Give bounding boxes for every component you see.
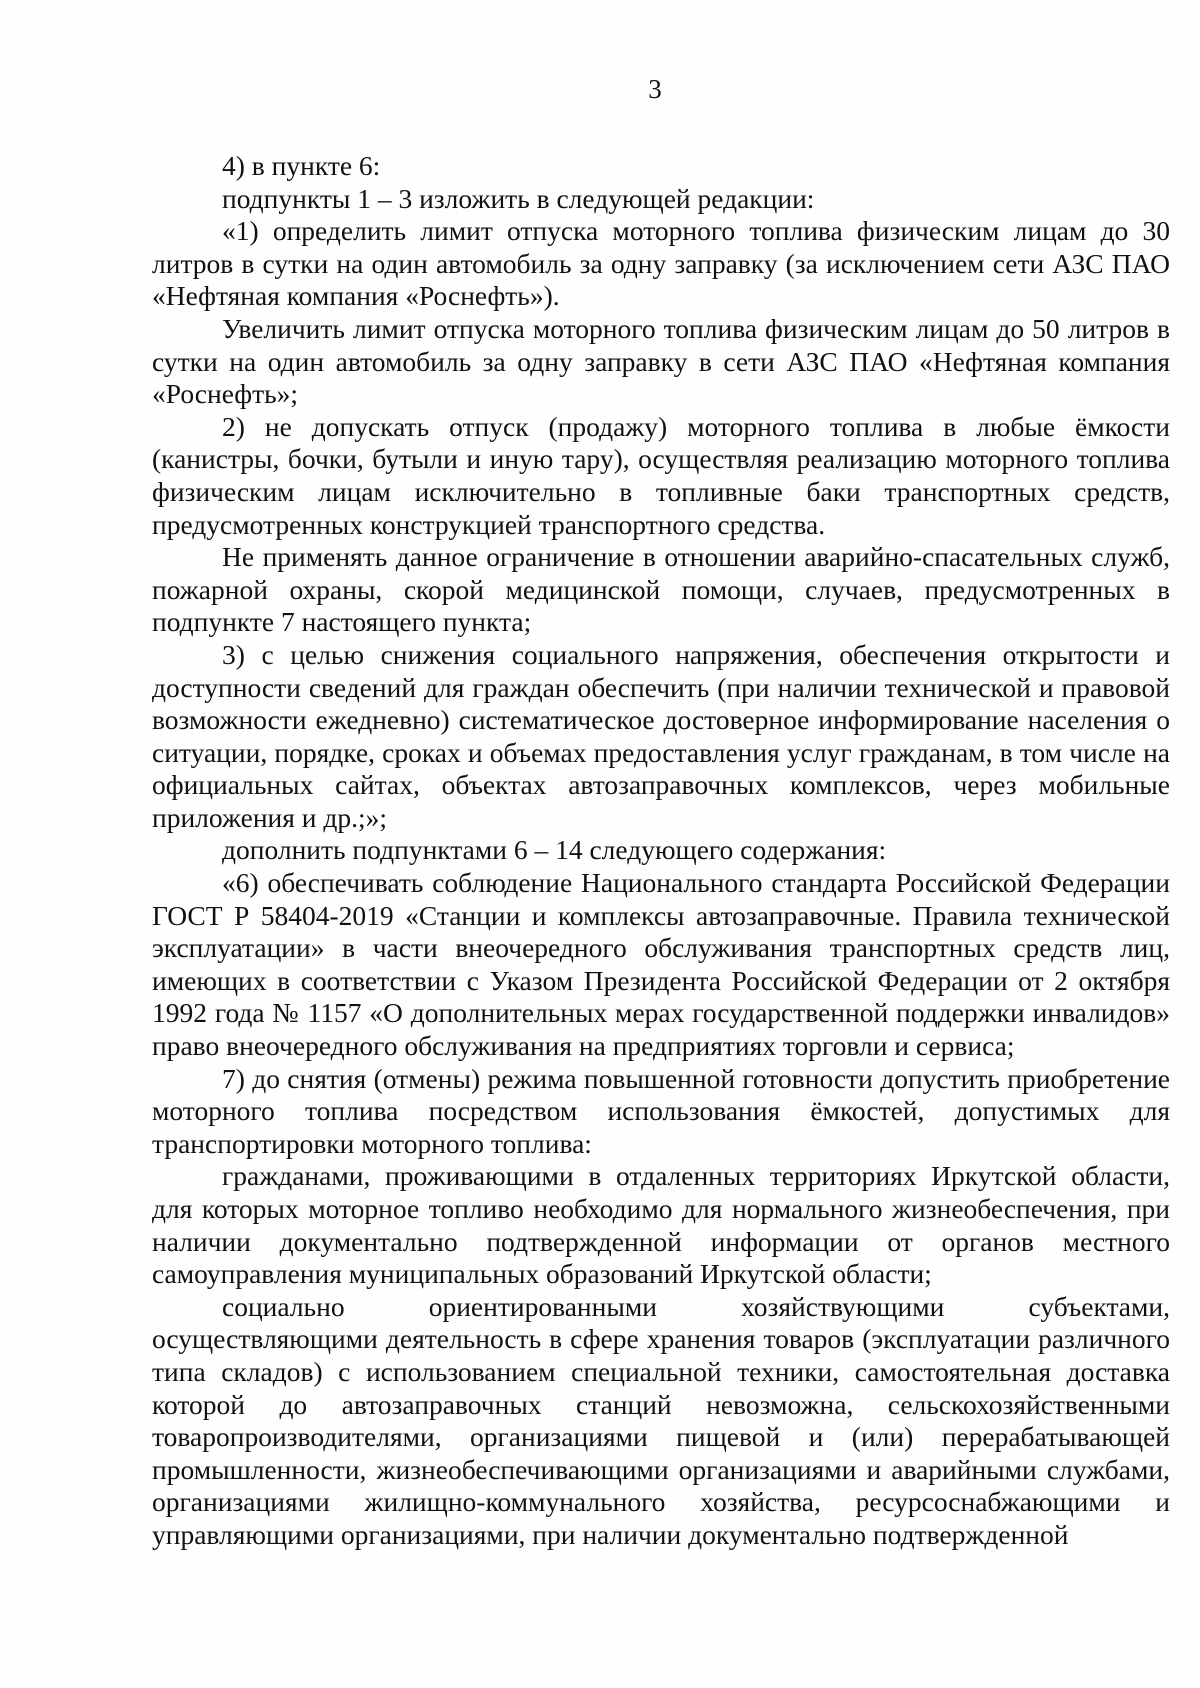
paragraph-remote-citizens: гражданами, проживающими в отдаленных территориях Иркутской области, для которых моторное топливо необходимо для нормального жизнеобеспечения, при наличии документально подтвержденной информации от органов местного самоуправления муниципальных образований Иркутской области; bbox=[152, 1160, 1170, 1290]
paragraph-subitem-7: 7) до снятия (отмены) режима повышенной готовности допустить приобретение моторного топлива посредством использования ёмкостей, допустимых для транспортировки моторного топлива: bbox=[152, 1062, 1170, 1159]
paragraph-restriction-exception: Не применять данное ограничение в отношении аварийно-спасательных служб, пожарной охраны, скорой медицинской помощи, случаев, предусмотренных в подпункте 7 настоящего пункта; bbox=[152, 541, 1170, 638]
paragraph-social-entities: социально ориентированными хозяйствующими субъектами, осуществляющими деятельность в сфере хранения товаров (эксплуатации различного типа складов) с использованием специальной техники, самостоятельная доставка которой до автозаправочных станций невозможна, сельскохозяйственными товаропроизводителями, организациями пищевой и (или) перерабатывающей промышленности, жизнеобеспечивающими организациями и аварийными службами, организациями жилищно-коммунального хозяйства, ресурсоснабжающими и управляющими организациями, при наличии документально подтвержденной bbox=[152, 1290, 1170, 1550]
paragraph-limit-increase: Увеличить лимит отпуска моторного топлива физическим лицам до 50 литров в сутки на один автомобиль за одну заправку в сети АЗС ПАО «Нефтяная компания «Роснефть»; bbox=[152, 312, 1170, 410]
paragraph-subitems-1-3-intro: подпункты 1 – 3 изложить в следующей редакции: bbox=[222, 182, 815, 214]
paragraph-subitem-6: «6) обеспечивать соблюдение Национального стандарта Российской Федерации ГОСТ Р 58404-2019 «Станции и комплексы автозаправочные. Правила технической эксплуатации» в части внеочередного обслуживания транспортных средств лиц, имеющих в соответствии с Указом Президента Российской Федерации от 2 октября 1992 года № 1157 «О дополнительных мерах государственной поддержки инвалидов» право внеочередного обслуживания на предприятиях торговли и сервиса; bbox=[152, 867, 1170, 1062]
paragraph-subitem-3: 3) с целью снижения социального напряжения, обеспечения открытости и доступности сведений для граждан обеспечить (при наличии технической и правовой возможности ежедневно) систематическое достоверное информирование населения о ситуации, порядке, сроках и объемах предоставления услуг гражданам, в том числе на официальных сайтах, объектах автозаправочных комплексов, через мобильные приложения и др.;»; bbox=[152, 638, 1170, 833]
paragraph-subitem-1: «1) определить лимит отпуска моторного топлива физическим лицам до 30 литров в сутки на один автомобиль за одну заправку (за исключением сети АЗС ПАО «Нефтяная компания «Роснефть»). bbox=[152, 215, 1170, 312]
paragraph-subitem-2: 2) не допускать отпуск (продажу) моторного топлива в любые ёмкости (канистры, бочки, бутыли и иную тару), осуществляя реализацию моторного топлива физическим лицам исключительно в топливные баки транспортных средств, предусмотренных конструкцией транспортного средства. bbox=[152, 410, 1170, 540]
paragraph-add-subitems-intro: дополнить подпунктами 6 – 14 следующего содержания: bbox=[222, 834, 887, 866]
paragraph-item-4-intro: 4) в пункте 6: bbox=[222, 150, 381, 181]
document-body bbox=[152, 150, 1170, 1552]
page-number: 3 bbox=[648, 74, 662, 104]
